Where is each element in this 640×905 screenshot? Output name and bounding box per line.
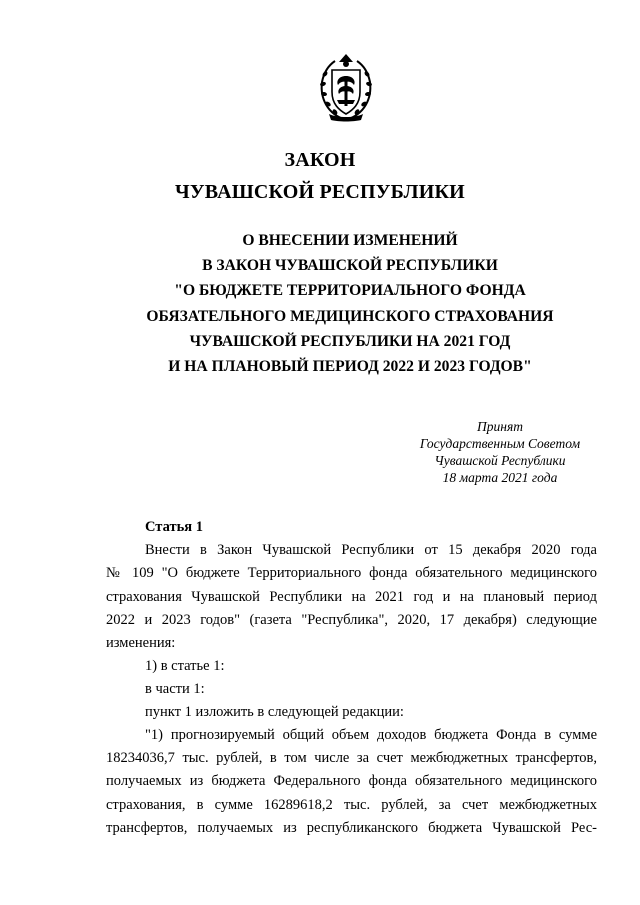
body-text-line: 18234036,7 тыс. рублей, в том числе за счет межбюджетных трансфертов,: [106, 750, 597, 766]
body-text-line: страхования Чувашской Республики на 2021 год и на плановый период: [106, 589, 597, 605]
subtitle-line: В ЗАКОН ЧУВАШСКОЙ РЕСПУБЛИКИ: [202, 257, 498, 275]
body-text-line: "1) прогнозируемый общий объем доходов бюджета Фонда в сумме: [145, 727, 597, 743]
body-text-line: пункт 1 изложить в следующей редакции:: [145, 704, 404, 720]
subtitle-line: "О БЮДЖЕТЕ ТЕРРИТОРИАЛЬНОГО ФОНДА: [174, 282, 526, 300]
adoption-line: Принят: [477, 419, 523, 434]
subtitle-line: ЧУВАШСКОЙ РЕСПУБЛИКИ НА 2021 ГОД: [189, 332, 511, 350]
adoption-date: 18 марта 2021 года: [442, 470, 558, 485]
adoption-line: Государственным Советом: [419, 436, 581, 451]
subtitle-line: ОБЯЗАТЕЛЬНОГО МЕДИЦИНСКОГО СТРАХОВАНИЯ: [146, 307, 554, 325]
body-text-line: 2022 и 2023 годов" (газета "Республика", 2020, 17 декабря) следующие: [106, 612, 597, 628]
body-text-line: 1) в статье 1:: [145, 658, 225, 674]
body-text-line: изменения:: [106, 635, 176, 651]
body-text-line: Внести в Закон Чувашской Республики от 15 декабря 2020 года: [145, 542, 597, 558]
adoption-line: Чувашской Республики: [434, 453, 566, 468]
law-title: ЗАКОН: [284, 149, 356, 171]
article-heading: Статья 1: [145, 519, 203, 535]
body-text-line: в части 1:: [145, 681, 205, 697]
body-text-line: получаемых из бюджета Федерального фонда обязательного медицинского: [106, 773, 597, 789]
body-text-line: страхования, в сумме 16289618,2 тыс. рублей, за счет межбюджетных: [106, 797, 597, 813]
republic-title: ЧУВАШСКОЙ РЕСПУБЛИКИ: [175, 181, 465, 203]
body-text-line: трансфертов, получаемых из республиканского бюджета Чувашской Рес-: [106, 820, 597, 836]
body-text-line: № 109 "О бюджете Территориального фонда обязательного медицинского: [106, 565, 597, 581]
law-subtitle: [40, 228, 640, 379]
subtitle-line: И НА ПЛАНОВЫЙ ПЕРИОД 2022 И 2023 ГОДОВ": [168, 358, 532, 376]
coat-of-arms-icon: [315, 52, 377, 124]
adoption-note: [400, 418, 600, 486]
subtitle-line: О ВНЕСЕНИИ ИЗМЕНЕНИЙ: [242, 232, 458, 249]
